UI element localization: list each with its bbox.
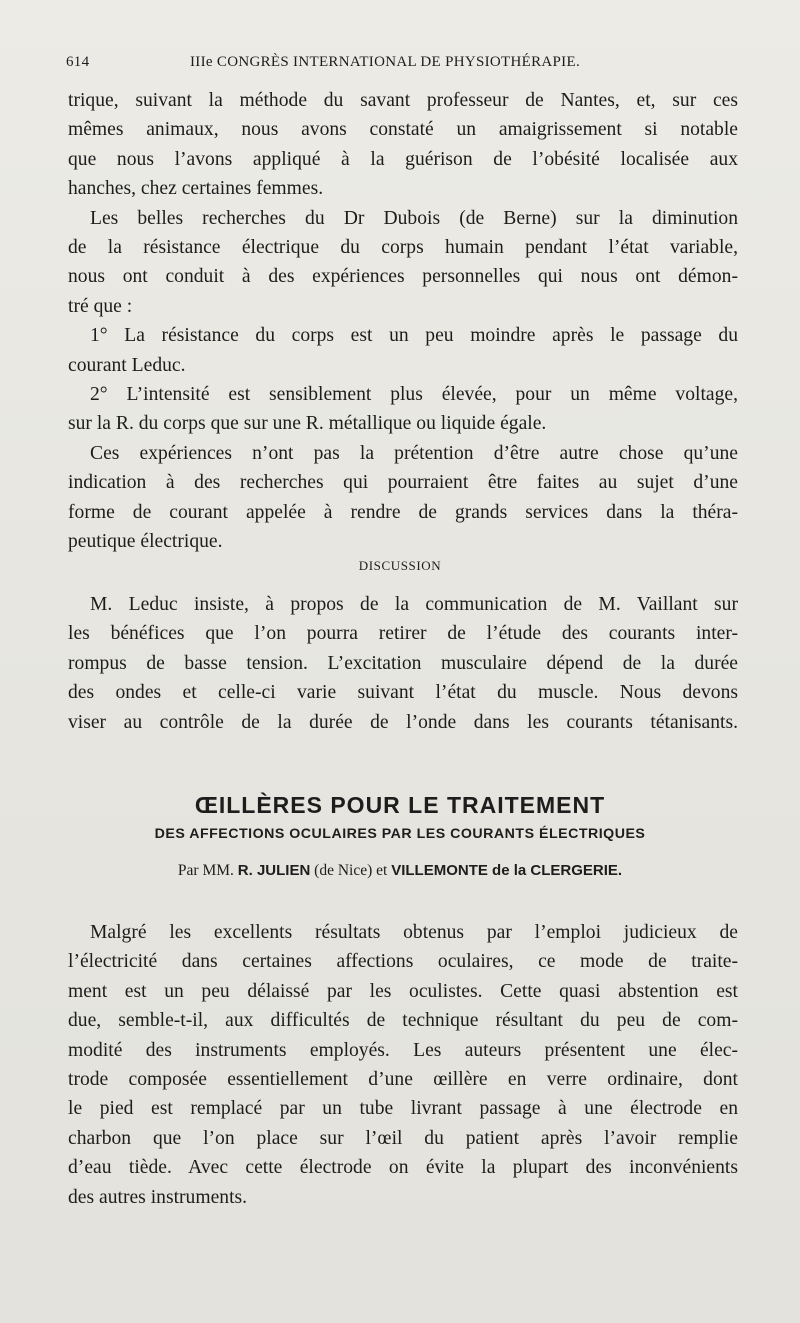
text-line: forme de courant appelée à rendre de grands services dans la théra- [68, 501, 738, 523]
text-line: mêmes animaux, nous avons constaté un amaigrissement si notable [68, 119, 738, 141]
running-title: IIIe CONGRÈS INTERNATIONAL DE PHYSIOTHÉRAPIE. [190, 54, 580, 70]
text-line: les bénéfices que l’on pourra retirer de l’étude des courants inter- [68, 623, 738, 645]
text-line: Malgré les excellents résultats obtenus par l’emploi judicieux de [90, 922, 738, 943]
text-line: d’eau tiède. Avec cette électrode on évite la plupart des inconvénients [68, 1157, 738, 1179]
article-text [68, 918, 738, 1212]
author-place: (de Nice) et [314, 862, 388, 879]
text-line: des ondes et celle-ci varie suivant l’état du muscle. Nous devons [68, 682, 738, 704]
discussion-text [68, 590, 738, 737]
text-line: le pied est remplacé par un tube livrant passage à une électrode en [68, 1098, 738, 1120]
text-line: M. Leduc insiste, à propos de la communication de M. Vaillant sur [90, 594, 738, 615]
text-line: Ces expériences n’ont pas la prétention d’être autre chose qu’une [90, 442, 738, 464]
text-line: ment est un peu délaissé par les oculistes. Cette quasi abstention est [68, 980, 738, 1002]
text-line: due, semble-t-il, aux difficultés de technique résultant du peu de com- [68, 1010, 738, 1032]
text-line: nous ont conduit à des expériences personnelles qui nous ont démon- [68, 266, 738, 288]
page-number: 614 [66, 54, 90, 70]
text-line: indication à des recherches qui pourraient être faites au sujet d’une [68, 472, 738, 494]
article-title: ŒILLÈRES POUR LE TRAITEMENT [194, 792, 606, 818]
text-line: de la résistance électrique du corps humain pendant l’état variable, [68, 237, 738, 259]
authors-prefix: Par MM. [177, 862, 234, 879]
text-line: modité des instruments employés. Les auteurs présentent une élec- [68, 1039, 738, 1061]
text-line: des autres instruments. [68, 1186, 248, 1208]
text-line: charbon que l’on place sur l’œil du patient après l’avoir remplie [68, 1127, 738, 1149]
text-line: 1° La résistance du corps est un peu moindre après le passage du [90, 325, 738, 347]
text-line: trique, suivant la méthode du savant professeur de Nantes, et, sur ces [68, 90, 738, 111]
text-line: 2° L’intensité est sensiblement plus élevée, pour un même voltage, [90, 384, 738, 406]
text-line: tré que : [68, 295, 133, 317]
text-line: courant Leduc. [68, 354, 186, 376]
authors-line [0, 862, 800, 880]
author-name: VILLEMONTE de la CLERGERIE. [391, 862, 623, 879]
text-line: trode composée essentiellement d’une œillère en verre ordinaire, dont [68, 1069, 738, 1091]
author-name: R. JULIEN [237, 862, 311, 879]
text-line: Les belles recherches du Dr Dubois (de Berne) sur la diminution [90, 207, 738, 229]
text-line: viser au contrôle de la durée de l’onde dans les courants tétanisants. [68, 711, 738, 733]
text-line: peutique électrique. [68, 531, 223, 553]
text-line: l’électricité dans certaines affections oculaires, ce mode de traite- [68, 951, 738, 973]
text-line: hanches, chez certaines femmes. [68, 178, 324, 200]
page-header [66, 54, 728, 78]
text-line: rompus de basse tension. L’excitation musculaire dépend de la durée [68, 652, 738, 674]
article-subtitle: DES AFFECTIONS OCULAIRES PAR LES COURANTS ÉLECTRIQUES [154, 826, 646, 842]
text-line: sur la R. du corps que sur une R. métallique ou liquide égale. [68, 413, 547, 435]
discussion-heading: DISCUSSION [358, 558, 442, 573]
body-text [68, 86, 738, 557]
text-line: que nous l’avons appliqué à la guérison de l’obésité localisée aux [68, 148, 738, 170]
